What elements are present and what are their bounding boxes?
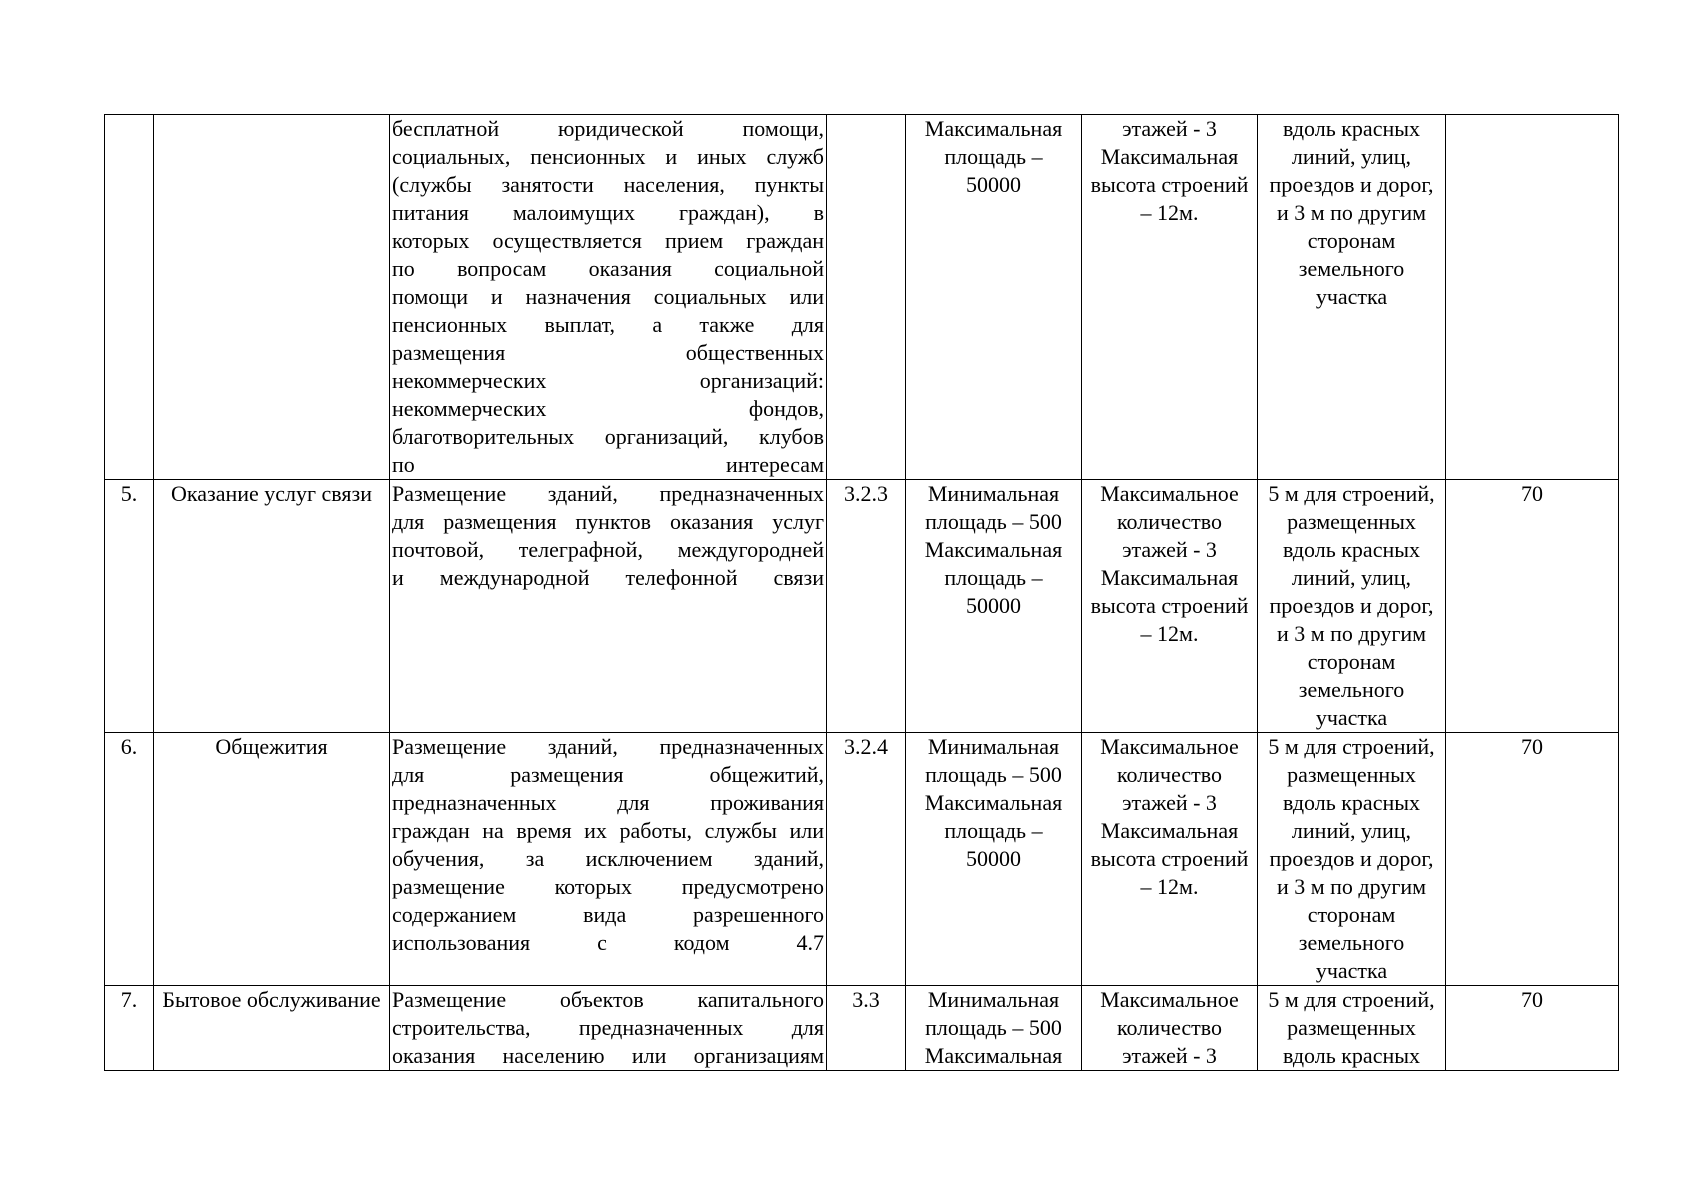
setback-line: земельного: [1298, 256, 1405, 281]
row-number-cell: [105, 986, 154, 1071]
description-line: Размещение зданий, предназначенных: [392, 734, 824, 759]
row-number-cell: [105, 480, 154, 733]
setback-line: размещенных: [1287, 1015, 1416, 1040]
description-line: некоммерческих фондов,: [392, 396, 824, 421]
floors-height-cell: [1082, 115, 1258, 480]
setback-line: линий, улиц,: [1291, 818, 1412, 843]
floors-height-line: Максимальное: [1100, 734, 1239, 759]
use-name: Бытовое обслуживание: [162, 987, 381, 1012]
row-number: 5.: [120, 481, 138, 506]
floors-height-line: количество: [1116, 762, 1223, 787]
use-description-cell: [390, 480, 827, 733]
setback-line: участка: [1315, 284, 1388, 309]
row-number-cell: [105, 733, 154, 986]
setback-line: вдоль красных: [1282, 1043, 1421, 1068]
floors-height-line: – 12м.: [1140, 621, 1199, 646]
plot-area-line: Минимальная: [927, 734, 1060, 759]
plot-area-line: Максимальная: [924, 537, 1063, 562]
plot-area-line: 50000: [966, 172, 1021, 197]
plot-area-cell: [906, 480, 1082, 733]
use-description-cell: [390, 986, 827, 1071]
plot-area-line: площадь – 500: [925, 762, 1062, 787]
setback-line: вдоль красных: [1282, 116, 1421, 141]
use-code: 3.2.3: [844, 481, 888, 506]
floors-height-line: количество: [1116, 509, 1223, 534]
row-number: 7.: [120, 987, 138, 1012]
description-line: оказания населению или организациям: [392, 1043, 824, 1068]
use-name: Оказание услуг связи: [171, 481, 372, 506]
floors-height-line: этажей - 3: [1122, 116, 1217, 141]
description-line: бесплатной юридической помощи,: [392, 116, 824, 141]
setback-line: сторонам: [1307, 228, 1396, 253]
description-line: строительства, предназначенных для: [392, 1015, 824, 1040]
description-line: почтовой, телеграфной, междугородней: [392, 537, 824, 562]
setback-line: сторонам: [1307, 902, 1396, 927]
description-line: которых осуществляется прием граждан: [392, 228, 824, 253]
plot-area-line: Максимальная: [924, 790, 1063, 815]
setback-cell: [1258, 986, 1446, 1071]
row-number-cell: [105, 115, 154, 480]
setback-line: линий, улиц,: [1291, 565, 1412, 590]
plot-area-line: площадь – 500: [925, 509, 1062, 534]
plot-area-line: площадь –: [944, 565, 1043, 590]
plot-area-line: площадь –: [944, 818, 1043, 843]
description-line: для размещения общежитий,: [392, 762, 824, 787]
description-line: граждан на время их работы, службы или: [392, 818, 824, 843]
plot-area-line: 50000: [966, 593, 1021, 618]
build-percent-cell: [1446, 115, 1619, 480]
description-line: размещения общественных: [392, 340, 824, 365]
land-use-table: [104, 114, 1619, 1071]
build-percent: 70: [1521, 481, 1543, 506]
description-line: размещение которых предусмотрено: [392, 874, 824, 899]
description-line: Размещение зданий, предназначенных: [392, 481, 824, 506]
floors-height-line: этажей - 3: [1122, 1043, 1217, 1068]
plot-area-line: площадь – 500: [925, 1015, 1062, 1040]
use-name-cell: [154, 733, 390, 986]
setback-line: земельного: [1298, 930, 1405, 955]
description-line: благотворительных организаций, клубов: [392, 424, 824, 449]
setback-line: вдоль красных: [1282, 790, 1421, 815]
floors-height-cell: [1082, 986, 1258, 1071]
plot-area-cell: [906, 115, 1082, 480]
setback-line: 5 м для строений,: [1268, 734, 1435, 759]
floors-height-line: этажей - 3: [1122, 537, 1217, 562]
setback-line: и 3 м по другим: [1276, 200, 1427, 225]
setback-line: линий, улиц,: [1291, 144, 1412, 169]
description-line: (службы занятости населения, пункты: [392, 172, 824, 197]
use-name-cell: [154, 480, 390, 733]
build-percent: 70: [1521, 987, 1543, 1012]
table-row: [105, 480, 1619, 733]
plot-area-line: Минимальная: [927, 987, 1060, 1012]
table-row: [105, 986, 1619, 1071]
table-row: [105, 115, 1619, 480]
setback-line: земельного: [1298, 677, 1405, 702]
plot-area-line: Максимальная: [924, 1043, 1063, 1068]
floors-height-cell: [1082, 733, 1258, 986]
floors-height-line: Максимальное: [1100, 481, 1239, 506]
setback-cell: [1258, 733, 1446, 986]
plot-area-line: Максимальная: [924, 116, 1063, 141]
setback-line: размещенных: [1287, 509, 1416, 534]
description-line: по вопросам оказания социальной: [392, 256, 824, 281]
floors-height-line: высота строений: [1090, 846, 1249, 871]
description-line: обучения, за исключением зданий,: [392, 846, 824, 871]
use-code-cell: [827, 733, 906, 986]
setback-line: участка: [1315, 705, 1388, 730]
description-line: Размещение объектов капитального: [392, 987, 824, 1012]
floors-height-cell: [1082, 480, 1258, 733]
setback-line: вдоль красных: [1282, 537, 1421, 562]
description-line: предназначенных для проживания: [392, 790, 824, 815]
build-percent-cell: [1446, 733, 1619, 986]
use-code-cell: [827, 986, 906, 1071]
floors-height-line: Максимальная: [1100, 565, 1239, 590]
description-line: социальных, пенсионных и иных служб: [392, 144, 824, 169]
floors-height-line: – 12м.: [1140, 874, 1199, 899]
build-percent-cell: [1446, 986, 1619, 1071]
floors-height-line: высота строений: [1090, 593, 1249, 618]
description-line: некоммерческих организаций:: [392, 368, 824, 393]
setback-line: размещенных: [1287, 762, 1416, 787]
floors-height-line: высота строений: [1090, 172, 1249, 197]
plot-area-cell: [906, 733, 1082, 986]
setback-cell: [1258, 115, 1446, 480]
build-percent-cell: [1446, 480, 1619, 733]
description-line: пенсионных выплат, а также для: [392, 312, 824, 337]
setback-cell: [1258, 480, 1446, 733]
description-line: и международной телефонной связи: [392, 565, 824, 590]
plot-area-line: 50000: [966, 846, 1021, 871]
setback-line: участка: [1315, 958, 1388, 983]
use-name-cell: [154, 115, 390, 480]
floors-height-line: количество: [1116, 1015, 1223, 1040]
use-code-cell: [827, 480, 906, 733]
use-description-cell: [390, 733, 827, 986]
floors-height-line: Максимальная: [1100, 818, 1239, 843]
floors-height-line: – 12м.: [1140, 200, 1199, 225]
use-code-cell: [827, 115, 906, 480]
description-line: для размещения пунктов оказания услуг: [392, 509, 824, 534]
description-line: содержанием вида разрешенного: [392, 902, 824, 927]
table-row: [105, 733, 1619, 986]
build-percent: 70: [1521, 734, 1543, 759]
row-number: 6.: [120, 734, 138, 759]
use-code: 3.3: [852, 987, 880, 1012]
setback-line: сторонам: [1307, 649, 1396, 674]
setback-line: 5 м для строений,: [1268, 481, 1435, 506]
plot-area-line: Минимальная: [927, 481, 1060, 506]
floors-height-line: Максимальная: [1100, 144, 1239, 169]
setback-line: 5 м для строений,: [1268, 987, 1435, 1012]
use-name: Общежития: [215, 734, 328, 759]
description-line: питания малоимущих граждан), в: [392, 200, 824, 225]
plot-area-cell: [906, 986, 1082, 1071]
setback-line: проездов и дорог,: [1269, 172, 1434, 197]
description-line: по интересам: [392, 452, 824, 477]
floors-height-line: этажей - 3: [1122, 790, 1217, 815]
setback-line: проездов и дорог,: [1269, 593, 1434, 618]
description-line: использования с кодом 4.7: [392, 930, 824, 955]
setback-line: проездов и дорог,: [1269, 846, 1434, 871]
plot-area-line: площадь –: [944, 144, 1043, 169]
use-description-cell: [390, 115, 827, 480]
description-line: помощи и назначения социальных или: [392, 284, 824, 309]
use-name-cell: [154, 986, 390, 1071]
use-code: 3.2.4: [844, 734, 888, 759]
setback-line: и 3 м по другим: [1276, 621, 1427, 646]
floors-height-line: Максимальное: [1100, 987, 1239, 1012]
setback-line: и 3 м по другим: [1276, 874, 1427, 899]
